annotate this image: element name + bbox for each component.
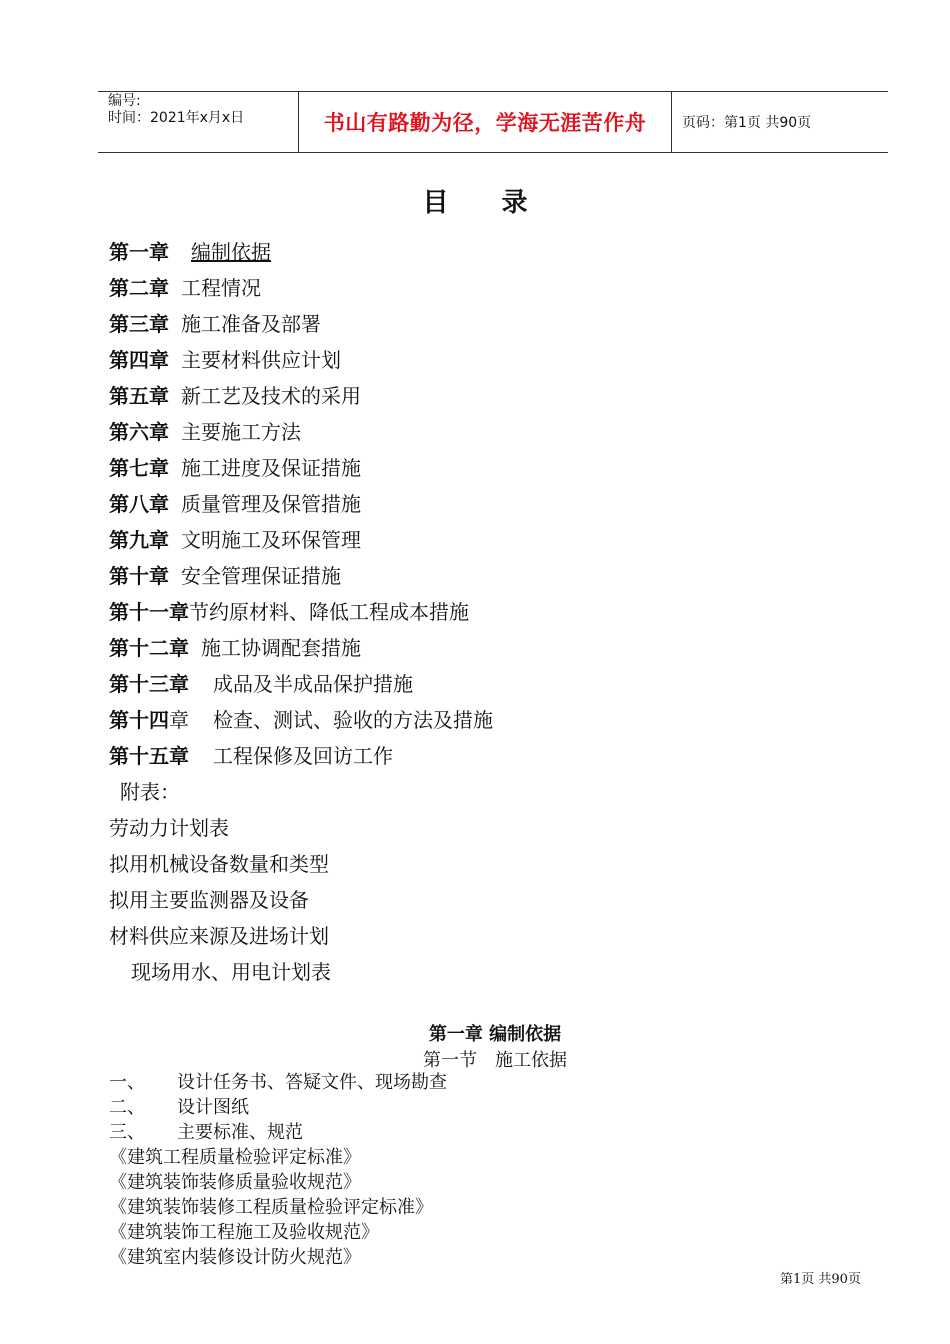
toc-name: 检查、测试、验收的方法及措施 [213,708,493,732]
table-of-contents [109,234,493,774]
toc-chapter: 第二章 [109,276,169,300]
toc-item[interactable] [109,522,493,558]
toc-item[interactable] [109,270,493,306]
standard-item: 《建筑装饰装修工程质量检验评定标准》 [109,1197,433,1218]
toc-name: 工程情况 [181,276,261,300]
toc-name: 质量管理及保管措施 [181,492,361,516]
toc-chapter: 第十三章 [109,672,189,696]
toc-chapter: 第七章 [109,456,169,480]
standard-item: 《建筑工程质量检验评定标准》 [109,1147,361,1168]
page-footer: 第1页 共90页 [780,1272,861,1287]
section-heading: 第一节 施工依据 [423,1050,567,1071]
toc-chapter: 第十一章 [109,600,189,624]
toc-item[interactable] [109,594,493,630]
basis-number: 二、 [109,1097,145,1118]
toc-name: 编制依据 [191,240,271,264]
toc-name: 施工进度及保证措施 [181,456,361,480]
standard-item: 《建筑装饰装修质量验收规范》 [109,1172,361,1193]
basis-list [109,1070,447,1270]
appendix-item[interactable]: 材料供应来源及进场计划 [109,924,329,948]
toc-name: 工程保修及回访工作 [213,744,393,768]
toc-item[interactable] [109,378,493,414]
page-header [98,91,888,153]
toc-item[interactable] [109,306,493,342]
document-time: 时间：2021年x月x日 [108,110,245,126]
basis-text: 设计图纸 [177,1097,249,1118]
toc-chapter: 第十章 [109,564,169,588]
chapter-heading: 第一章 编制依据 [428,1024,562,1045]
basis-item [109,1120,447,1145]
toc-name: 成品及半成品保护措施 [213,672,413,696]
toc-item[interactable] [109,234,493,270]
toc-chapter: 第九章 [109,528,169,552]
toc-chapter: 第十五章 [109,744,189,768]
toc-item[interactable] [109,450,493,486]
basis-item [109,1070,447,1095]
toc-chapter-suffix: 章 [169,708,189,732]
toc-item[interactable] [109,702,493,738]
toc-name: 安全管理保证措施 [181,564,341,588]
toc-item[interactable] [109,738,493,774]
toc-chapter: 第三章 [109,312,169,336]
toc-chapter: 第十四 [109,708,169,732]
appendix-item[interactable]: 劳动力计划表 [109,816,229,840]
toc-name: 主要材料供应计划 [181,348,341,372]
appendix-heading: 附表： [120,780,180,804]
toc-chapter: 第八章 [109,492,169,516]
toc-name: 主要施工方法 [181,420,301,444]
toc-item[interactable] [109,630,493,666]
basis-item [109,1095,447,1120]
toc-name: 文明施工及环保管理 [181,528,361,552]
toc-item[interactable] [109,558,493,594]
appendix-item[interactable]: 拟用主要监测器及设备 [109,888,309,912]
toc-item[interactable] [109,342,493,378]
toc-name: 施工准备及部署 [181,312,321,336]
header-page-info: 页码：第1页 共90页 [682,115,812,131]
appendix-list [109,774,331,990]
toc-name: 节约原材料、降低工程成本措施 [189,600,469,624]
toc-chapter: 第四章 [109,348,169,372]
basis-text: 主要标准、规范 [177,1122,303,1143]
toc-item[interactable] [109,666,493,702]
toc-name: 新工艺及技术的采用 [181,384,361,408]
toc-item[interactable] [109,486,493,522]
basis-number: 一、 [109,1072,145,1093]
standard-item: 《建筑装饰工程施工及验收规范》 [109,1222,379,1243]
toc-chapter: 第六章 [109,420,169,444]
toc-name: 施工协调配套措施 [201,636,361,660]
appendix-item[interactable]: 拟用机械设备数量和类型 [109,852,329,876]
header-meta [98,92,299,152]
toc-chapter: 第一章 [109,240,169,264]
toc-chapter: 第五章 [109,384,169,408]
toc-title: 目 录 [422,188,550,218]
toc-chapter: 第十二章 [109,636,189,660]
toc-item[interactable] [109,414,493,450]
standard-item: 《建筑室内装修设计防火规范》 [109,1247,361,1268]
document-number-label: 编号: [108,93,141,109]
header-motto: 书山有路勤为径，学海无涯苦作舟 [299,92,672,152]
basis-text: 设计任务书、答疑文件、现场勘查 [177,1072,447,1093]
appendix-item[interactable]: 现场用水、用电计划表 [131,960,331,984]
basis-number: 三、 [109,1122,145,1143]
